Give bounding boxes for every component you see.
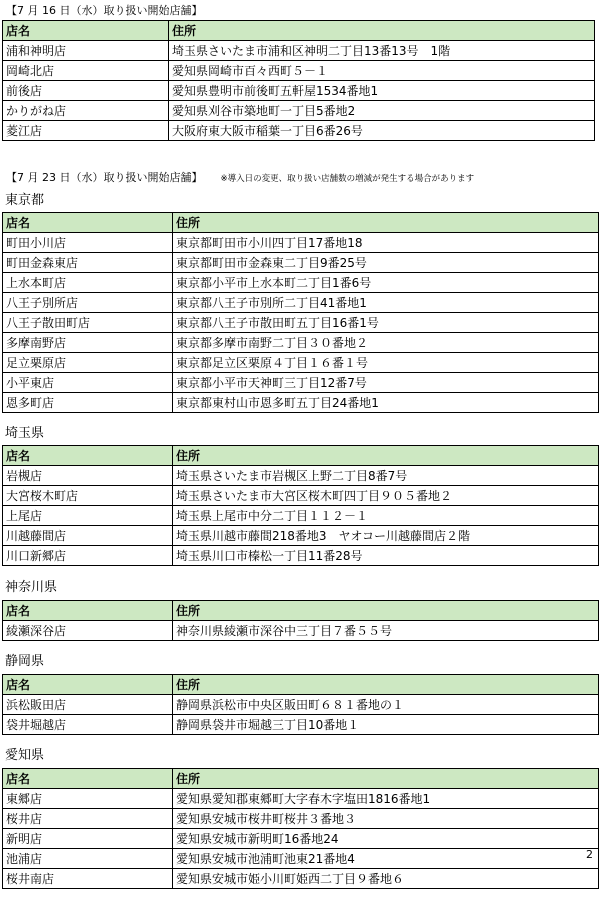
section-heading-jul23 <box>6 171 474 186</box>
store-name-cell: 川越藤間店 <box>3 526 173 546</box>
table-row <box>3 829 599 849</box>
header-store-name: 店名 <box>3 213 173 233</box>
header-store-name: 店名 <box>3 675 173 695</box>
store-name-cell: 小平東店 <box>3 373 173 393</box>
store-name-cell: 八王子別所店 <box>3 293 173 313</box>
store-name-cell: 八王子散田町店 <box>3 313 173 333</box>
address-cell: 東京都東村山市恩多町五丁目24番地1 <box>173 393 599 413</box>
table-row <box>3 809 599 829</box>
address-cell: 東京都多摩市南野二丁目３０番地２ <box>173 333 599 353</box>
region-title-tokyo: 東京都 <box>5 193 45 208</box>
store-name-cell: 多摩南野店 <box>3 333 173 353</box>
store-name-cell: 川口新郷店 <box>3 546 173 566</box>
address-cell: 埼玉県さいたま市浦和区神明二丁目13番13号 1階 <box>169 41 595 61</box>
store-name-cell: 前後店 <box>3 81 169 101</box>
table-header-row <box>3 446 599 466</box>
store-table-aichi <box>2 768 599 889</box>
store-name-cell: かりがね店 <box>3 101 169 121</box>
table-row <box>3 101 595 121</box>
address-cell: 埼玉県さいたま市岩槻区上野二丁目8番7号 <box>173 466 599 486</box>
table-row <box>3 546 599 566</box>
address-cell: 東京都足立区栗原４丁目１６番１号 <box>173 353 599 373</box>
address-cell: 東京都町田市金森東二丁目9番25号 <box>173 253 599 273</box>
table-row <box>3 621 599 641</box>
store-table-shizuoka <box>2 674 599 735</box>
table-row <box>3 849 599 869</box>
table-row <box>3 486 599 506</box>
address-cell: 東京都八王子市散田町五丁目16番1号 <box>173 313 599 333</box>
store-name-cell: 浜松販田店 <box>3 695 173 715</box>
address-cell: 埼玉県さいたま市大宮区桜木町四丁目９０５番地２ <box>173 486 599 506</box>
table-row <box>3 253 599 273</box>
table-row <box>3 353 599 373</box>
header-store-name: 店名 <box>3 446 173 466</box>
table-header-row <box>3 675 599 695</box>
table-header-row <box>3 769 599 789</box>
address-cell: 愛知県安城市新明町16番地24 <box>173 829 599 849</box>
store-name-cell: 浦和神明店 <box>3 41 169 61</box>
section-heading-text: 【7 月 23 日（水）取り扱い開始店舗】 <box>6 171 203 184</box>
address-cell: 愛知県安城市桜井町桜井３番地３ <box>173 809 599 829</box>
table-row <box>3 715 599 735</box>
region-title-shizuoka: 静岡県 <box>5 654 45 669</box>
store-table-saitama <box>2 445 599 566</box>
table-row <box>3 41 595 61</box>
address-cell: 東京都小平市天神町三丁目12番7号 <box>173 373 599 393</box>
address-cell: 愛知県豊明市前後町五軒屋1534番地1 <box>169 81 595 101</box>
header-address: 住所 <box>169 21 595 41</box>
table-header-row <box>3 601 599 621</box>
address-cell: 東京都小平市上水本町二丁目1番6号 <box>173 273 599 293</box>
address-cell: 静岡県浜松市中央区販田町６８１番地の１ <box>173 695 599 715</box>
address-cell: 埼玉県川越市藤間218番地3 ヤオコー川越藤間店２階 <box>173 526 599 546</box>
table-row <box>3 273 599 293</box>
header-store-name: 店名 <box>3 21 169 41</box>
address-cell: 愛知県安城市姫小川町姫西二丁目９番地６ <box>173 869 599 889</box>
header-address: 住所 <box>173 446 599 466</box>
table-row <box>3 695 599 715</box>
region-title-saitama: 埼玉県 <box>5 426 45 441</box>
table-row <box>3 293 599 313</box>
store-name-cell: 上水本町店 <box>3 273 173 293</box>
address-cell: 愛知県岡崎市百々西町５－１ <box>169 61 595 81</box>
address-cell: 愛知県刈谷市築地町一丁目5番地2 <box>169 101 595 121</box>
store-table-kanagawa <box>2 600 599 641</box>
address-cell: 東京都八王子市別所二丁目41番地1 <box>173 293 599 313</box>
table-row <box>3 313 599 333</box>
header-store-name: 店名 <box>3 601 173 621</box>
store-name-cell: 東郷店 <box>3 789 173 809</box>
header-address: 住所 <box>173 213 599 233</box>
table-row <box>3 506 599 526</box>
header-address: 住所 <box>173 675 599 695</box>
table-row <box>3 81 595 101</box>
store-name-cell: 袋井堀越店 <box>3 715 173 735</box>
store-name-cell: 新明店 <box>3 829 173 849</box>
address-cell: 愛知県安城市池浦町池東21番地4 <box>173 849 599 869</box>
address-cell: 東京都町田市小川四丁目17番地18 <box>173 233 599 253</box>
store-table-jul16 <box>2 20 595 141</box>
store-name-cell: 岡崎北店 <box>3 61 169 81</box>
table-row <box>3 373 599 393</box>
store-table-tokyo <box>2 212 599 413</box>
table-row <box>3 869 599 889</box>
address-cell: 愛知県愛知郡東郷町大字春木字塩田1816番地1 <box>173 789 599 809</box>
table-header-row <box>3 213 599 233</box>
address-cell: 静岡県袋井市堀越三丁目10番地１ <box>173 715 599 735</box>
table-row <box>3 789 599 809</box>
store-name-cell: 恩多町店 <box>3 393 173 413</box>
table-row <box>3 466 599 486</box>
store-name-cell: 町田小川店 <box>3 233 173 253</box>
address-cell: 埼玉県川口市榛松一丁目11番28号 <box>173 546 599 566</box>
address-cell: 大阪府東大阪市稲葉一丁目6番26号 <box>169 121 595 141</box>
store-name-cell: 桜井店 <box>3 809 173 829</box>
store-name-cell: 池浦店 <box>3 849 173 869</box>
header-address: 住所 <box>173 601 599 621</box>
page-number: 2 <box>586 848 593 861</box>
address-cell: 埼玉県上尾市中分二丁目１１２－１ <box>173 506 599 526</box>
store-name-cell: 上尾店 <box>3 506 173 526</box>
store-name-cell: 足立栗原店 <box>3 353 173 373</box>
header-address: 住所 <box>173 769 599 789</box>
store-name-cell: 桜井南店 <box>3 869 173 889</box>
store-name-cell: 町田金森東店 <box>3 253 173 273</box>
table-row <box>3 333 599 353</box>
header-store-name: 店名 <box>3 769 173 789</box>
table-row <box>3 526 599 546</box>
section-heading-jul16: 【7 月 16 日（水）取り扱い開始店舗】 <box>6 4 203 17</box>
notice-text: ※導入日の変更、取り扱い店舗数の増減が発生する場合があります <box>220 174 475 184</box>
region-title-kanagawa: 神奈川県 <box>5 580 58 595</box>
store-name-cell: 綾瀬深谷店 <box>3 621 173 641</box>
table-row <box>3 121 595 141</box>
store-name-cell: 大宮桜木町店 <box>3 486 173 506</box>
table-row <box>3 393 599 413</box>
table-row <box>3 233 599 253</box>
table-header-row <box>3 21 595 41</box>
address-cell: 神奈川県綾瀬市深谷中三丁目７番５５号 <box>173 621 599 641</box>
table-row <box>3 61 595 81</box>
store-name-cell: 岩槻店 <box>3 466 173 486</box>
region-title-aichi: 愛知県 <box>5 748 45 763</box>
store-name-cell: 菱江店 <box>3 121 169 141</box>
